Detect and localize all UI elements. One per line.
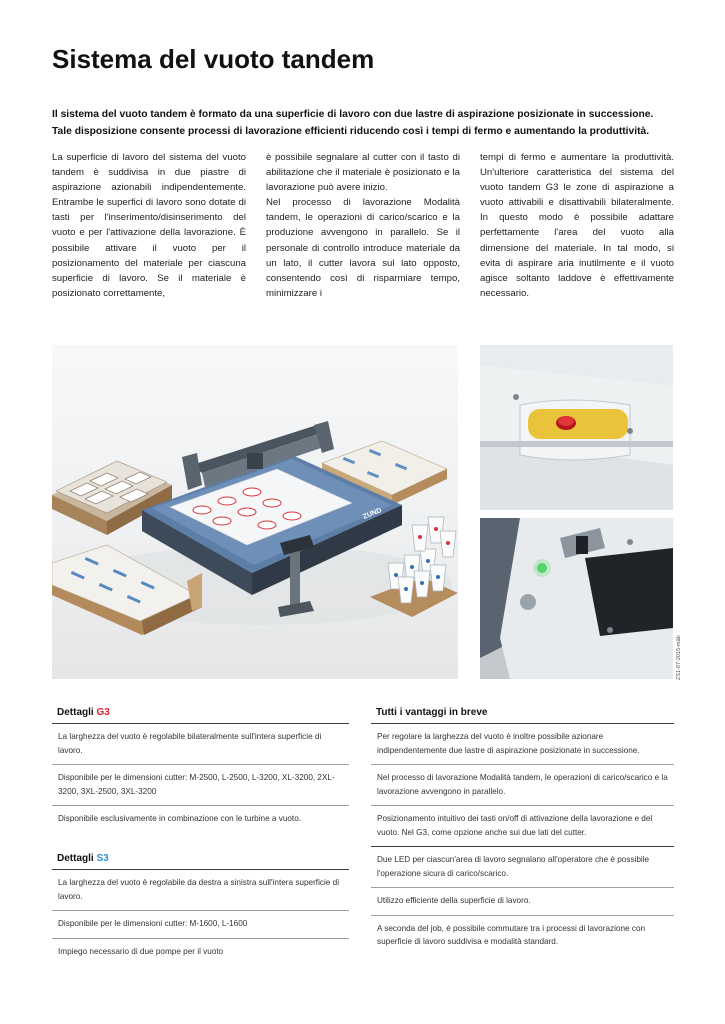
table-row: Disponibile per le dimensioni cutter: M-1600, L-1600: [52, 911, 349, 939]
table-row: La larghezza del vuoto è regolabile bilateralmente sull'intera superficie di lavoro.: [52, 724, 349, 765]
body-column-3: [480, 150, 674, 301]
details-label: Dettagli: [57, 853, 94, 864]
cutter-illustration: [52, 345, 458, 679]
table-row: Per regolare la larghezza del vuoto è inoltre possibile azionare indipendentemente due lastre di aspirazione posizionate in successione.: [371, 724, 674, 765]
table-row: Nel processo di lavorazione Modalità tandem, le operazioni di carico/scarico e la lavorazione avvengono in parallelo.: [371, 765, 674, 806]
table-row: Impiego necessario di due pompe per il vuoto: [58, 946, 224, 956]
details-g3-heading: [57, 707, 110, 718]
image-credit: [676, 630, 684, 680]
table-row: Disponibile esclusivamente in combinazione con le turbine a vuoto.: [58, 814, 302, 823]
body-text: Nel processo di lavorazione Modalità tandem, le operazioni di carico/scarico e la produzione avvengono in parallelo. Se il personale di controllo introduce materiale da un lato, il cutter lavora sul lato opposto, consentendo così di risparmiare tempo, minimizzare i: [266, 197, 460, 299]
details-s3-table: [52, 869, 349, 965]
body-text: La superficie di lavoro del sistema del vuoto tandem è suddivisa in due piastre di aspirazione azionabili indipendentemente. Entrambe le superfici di lavoro sono dotate di tasti per l'inserimento/disinserimento del vuoto e per l'attivazione della lavorazione. È possibile attivare il vuoto per il posizionamento del materiale per ciascuna superficie di lavoro. Se il materiale è posizionato correttamente,: [52, 152, 246, 299]
vacuum-button-photo: [480, 345, 673, 510]
led-indicator-photo: [480, 518, 673, 679]
lead-paragraph: Il sistema del vuoto tandem è formato da una superficie di lavoro con due lastre di aspirazione posizionate in successione. Tale disposizione consente processi di lavorazione efficienti riducendo così i tempi di fermo e aumentando la produttività.: [52, 109, 654, 137]
table-row: Posizionamento intuitivo dei tasti on/off di attivazione della lavorazione e del vuoto. Nel G3, come opzione anche sui due lati del cutter.: [371, 806, 674, 847]
table-row: A seconda del job, è possibile commutare tra i processi di lavorazione con superficie di lavoro suddivisa e modalità standard.: [377, 923, 646, 946]
yellow-button-plate: [528, 409, 628, 439]
table-row: Disponibile per le dimensioni cutter: M-2500, L-2500, L-3200, XL-3200, 2XL-3200, 3XL-2500, 3XL-3200: [52, 765, 349, 806]
body-text: è possibile segnalare al cutter con il tasto di abilitazione che il materiale è posizionato e la lavorazione può avere inizio.: [266, 152, 460, 194]
advantages-table: [371, 723, 674, 956]
credit-text: ZS1-07-2015-m&k: [676, 635, 682, 680]
table-row: Utilizzo efficiente della superficie di lavoro.: [371, 888, 674, 916]
details-g3-table: [52, 723, 349, 833]
body-text: tempi di fermo e aumentare la produttività. Un'ulteriore caratteristica del sistema del vuoto tandem G3 le zone di aspirazione a vuoto attivabili e disattivabili bilateralmente. In questo modo è possibile adattare perfettamente l'area del vuoto alla dimensione del materiale. In tal modo, si evita di aspirare aria inutilmente e il vuoto agisce soltanto laddove è effettivamente necessario.: [480, 152, 674, 299]
model-label: S3: [96, 853, 109, 864]
details-s3-heading: [57, 853, 109, 864]
details-label: Dettagli: [57, 707, 94, 718]
model-label: G3: [96, 707, 110, 718]
table-row: Due LED per ciascun'area di lavoro segnalano all'operatore che è possibile l'operazione sicura di carico/scarico.: [371, 847, 674, 888]
body-column-2: [266, 150, 460, 301]
brand-label: ZUND: [362, 507, 383, 521]
body-column-1: [52, 150, 246, 301]
advantages-heading: Tutti i vantaggi in breve: [376, 707, 488, 718]
page-title: Sistema del vuoto tandem: [52, 44, 375, 74]
table-row: La larghezza del vuoto è regolabile da destra a sinistra sull'intera superficie di lavoro.: [52, 870, 349, 911]
